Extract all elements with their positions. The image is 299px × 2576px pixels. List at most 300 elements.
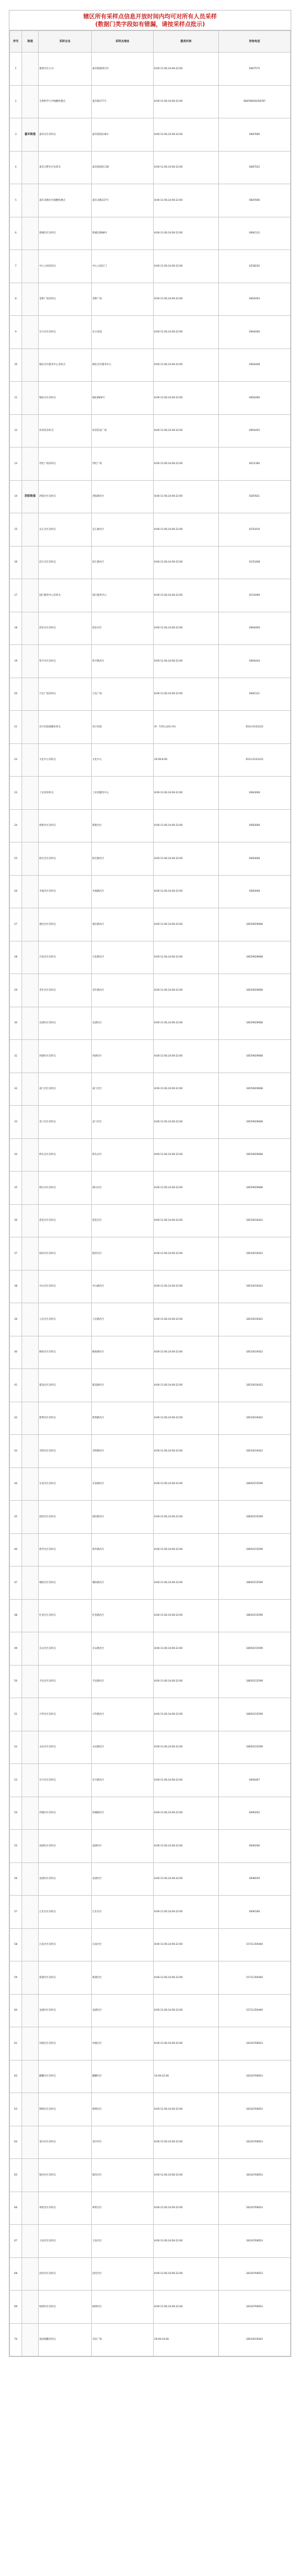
cell-area (22, 316, 39, 349)
cell-time: 8:00-11:00,14:00-22:00 (154, 1533, 219, 1567)
cell-name: 解放社区采样点 (39, 1336, 92, 1369)
cell-address: 嘉禾街道滨江路 (92, 151, 154, 184)
cell-no: 11 (10, 382, 22, 415)
cell-time: 14:00-22:00 (154, 2060, 219, 2093)
cell-phone: 18559929668 (219, 974, 291, 1007)
cell-address: 绿洲社区 (92, 2291, 154, 2324)
cell-no: 69 (10, 2291, 22, 2324)
cell-phone: 6258220 (219, 250, 291, 283)
cell-name: 北湖社区采样点 (39, 1862, 92, 1896)
cell-name: 南湖社区采样点 (39, 1830, 92, 1863)
cell-address: 兴华路社区 (92, 1698, 154, 1731)
cell-time: 8:00-11:00,14:00-22:00 (154, 1632, 219, 1666)
cell-no: 57 (10, 1896, 22, 1929)
cell-area (22, 184, 39, 217)
cell-no: 48 (10, 1599, 22, 1632)
cell-time: 8:00-11:00,14:00-22:00 (154, 1764, 219, 1797)
cell-no: 38 (10, 1270, 22, 1303)
cell-name: 西湖社区采样点 (39, 1040, 92, 1073)
table-row (10, 2126, 291, 2159)
cell-address: 西城路社区 (92, 1797, 154, 1830)
cell-time: 8:00-11:00,14:00-22:00 (154, 842, 219, 876)
document-page (9, 10, 291, 2357)
table-row (10, 1402, 291, 1435)
cell-time: 8:00-11:00,14:00-22:00 (154, 2291, 219, 2324)
cell-address: 新桥社区 (92, 809, 154, 842)
table-row (10, 1138, 291, 1172)
cell-time: 8:00-11:00,14:00-22:00 (154, 1402, 219, 1435)
cell-time: 8:00-11:00,14:00-22:00 (154, 151, 219, 184)
cell-area (22, 2126, 39, 2159)
table-row (10, 85, 291, 118)
cell-phone: 6064405 (219, 414, 291, 447)
cell-no: 4 (10, 151, 22, 184)
table-row (10, 546, 291, 579)
cell-area (22, 974, 39, 1007)
table-row (10, 217, 291, 250)
cell-time: 8:00-11:00,14:00-22:00 (154, 974, 219, 1007)
cell-area (22, 1138, 39, 1172)
cell-time: 8:00-11:00,14:00-22:00 (154, 645, 219, 678)
cell-phone: 18510019422 (219, 1303, 291, 1336)
cell-phone: 6287821 (219, 480, 291, 513)
cell-time: 8:00-11:00,14:00-22:00 (154, 1830, 219, 1863)
cell-address: 清河社区 (92, 2257, 154, 2291)
cell-area (22, 743, 39, 777)
cell-time: 8:00-11:00,14:00-22:00 (154, 184, 219, 217)
cell-phone: 0512-6152222 (219, 743, 291, 777)
cell-address: 滨江路社区 (92, 546, 154, 579)
cell-area (22, 1501, 39, 1534)
cell-area (22, 1303, 39, 1336)
table-row (10, 1073, 291, 1106)
table-row (10, 151, 291, 184)
cell-no: 19 (10, 645, 22, 678)
cell-area (22, 1369, 39, 1402)
cell-phone: 18650155599 (219, 1665, 291, 1698)
cell-area (22, 579, 39, 612)
cell-no: 54 (10, 1797, 22, 1830)
cell-name: 城东社区服务中心采样点 (39, 348, 92, 382)
cell-phone: 8251360 (219, 447, 291, 481)
cell-no: 51 (10, 1698, 22, 1731)
cell-phone: 6082112 (219, 217, 291, 250)
cell-name: 友谊社区采样点 (39, 1467, 92, 1501)
cell-no: 39 (10, 1303, 22, 1336)
cell-address: 城北路66号 (92, 382, 154, 415)
cell-time: 8:00-11:00,14:00-22:00 (154, 2126, 219, 2159)
cell-name: 夜间核酸采样点 (39, 2323, 92, 2356)
cell-phone: 6155410 (219, 513, 291, 547)
cell-area (22, 1040, 39, 1073)
cell-no: 17 (10, 579, 22, 612)
cell-address: 嘉禾街道128号 (92, 118, 154, 152)
cell-address: 金桥广场 (92, 283, 154, 316)
cell-phone: 18510019422 (219, 1435, 291, 1468)
cell-area (22, 348, 39, 382)
cell-no: 24 (10, 809, 22, 842)
cell-phone: 6064404 (219, 283, 291, 316)
cell-time: 8:00-11:00,14:00-22:00 (154, 414, 219, 447)
cell-time: 8:00-11:00,14:00-22:00 (154, 941, 219, 974)
cell-address: 市民广场 (92, 2323, 154, 2356)
cell-area (22, 283, 39, 316)
cell-time: 20:00-8:00 (154, 743, 219, 777)
cell-no: 35 (10, 1172, 22, 1205)
table-row (10, 348, 291, 382)
cell-time: 8:00-11:00,14:00-22:00 (154, 2192, 219, 2225)
cell-no: 15 (10, 513, 22, 547)
cell-area (22, 2225, 39, 2258)
cell-no: 18 (10, 612, 22, 645)
cell-time: 周一至周五(24小时) (154, 711, 219, 744)
cell-area: 洪阳街道 (22, 480, 39, 513)
table-row (10, 1632, 291, 1666)
cell-address: 新华路社区 (92, 1533, 154, 1567)
cell-name: 平安社区采样点 (39, 1665, 92, 1698)
cell-phone: 18510019422 (219, 1369, 291, 1402)
cell-time: 8:00-11:00,14:00-22:00 (154, 1896, 219, 1929)
cell-phone: 18559929668 (219, 1073, 291, 1106)
cell-time: 8:00-11:00,14:00-22:00 (154, 513, 219, 547)
cell-name: 新华社区采样点 (39, 1533, 92, 1567)
cell-area (22, 2323, 39, 2356)
cell-no: 44 (10, 1467, 22, 1501)
cell-time: 8:00-11:00,14:00-22:00 (154, 2257, 219, 2291)
header-address: 采样点地址 (92, 31, 154, 53)
table-row (10, 1928, 291, 1961)
cell-name: 兴华社区采样点 (39, 1698, 92, 1731)
cell-area (22, 1172, 39, 1205)
cell-name: 创业社区采样点 (39, 612, 92, 645)
cell-area (22, 151, 39, 184)
cell-name: 塔山社区采样点 (39, 1172, 92, 1205)
cell-time: 8:00-11:00,14:00-22:00 (154, 809, 219, 842)
cell-name: 和平社区采样点 (39, 645, 92, 678)
cell-no: 53 (10, 1764, 22, 1797)
cell-phone: 0512-6152222 (219, 711, 291, 744)
cell-address: 锦绣社区 (92, 2093, 154, 2126)
cell-name: 中山社区采样点 (39, 1270, 92, 1303)
table-row (10, 875, 291, 908)
cell-address: 和平路社区 (92, 645, 154, 678)
cell-name: 东升社区采样点 (39, 1764, 92, 1797)
cell-name: 新港社区采样点 (39, 1961, 92, 1995)
table-row (10, 118, 291, 152)
cell-time: 8:00-11:00,14:00-22:00 (154, 1172, 219, 1205)
sampling-points-table (9, 30, 291, 2356)
table-row (10, 1172, 291, 1205)
cell-no: 32 (10, 1073, 22, 1106)
table-row (10, 1665, 291, 1698)
cell-phone: 6090166 (219, 1896, 291, 1929)
cell-name: 建设社区采样点 (39, 1369, 92, 1402)
cell-address: 银河社区 (92, 2159, 154, 2192)
table-row (10, 645, 291, 678)
cell-phone: 18120760653 (219, 2060, 291, 2093)
cell-phone: 6090206 (219, 1830, 291, 1863)
table-row (10, 1896, 291, 1929)
cell-time: 8:00-11:00,14:00-22:00 (154, 1928, 219, 1961)
cell-area (22, 1698, 39, 1731)
cell-name: 莲花社区采样点 (39, 1204, 92, 1237)
cell-name: 西城社区采样点 (39, 1797, 92, 1830)
cell-area (22, 1402, 39, 1435)
cell-name: 新城社区采样点 (39, 217, 92, 250)
cell-phone: 18650155599 (219, 1533, 291, 1567)
cell-time: 8:00-11:00,14:00-22:00 (154, 1204, 219, 1237)
table-header-row (10, 31, 291, 53)
cell-no: 63 (10, 2093, 22, 2126)
cell-no: 66 (10, 2192, 22, 2225)
table-row (10, 414, 291, 447)
cell-area (22, 414, 39, 447)
cell-name: 玉泉社区采样点 (39, 2225, 92, 2258)
cell-phone: 18559929668 (219, 1040, 291, 1073)
cell-time: 8:00-11:00,14:00-22:00 (154, 1435, 219, 1468)
cell-area (22, 1764, 39, 1797)
cell-no: 65 (10, 2159, 22, 2192)
table-row (10, 777, 291, 810)
cell-address: 阳光路社区 (92, 842, 154, 876)
table-row (10, 1106, 291, 1139)
cell-no: 45 (10, 1501, 22, 1534)
cell-no: 14 (10, 480, 22, 513)
table-row (10, 1303, 291, 1336)
cell-address: 江北社区 (92, 1896, 154, 1929)
table-row (10, 678, 291, 711)
cell-phone: 6687666/6258787 (219, 85, 291, 118)
table-row (10, 1994, 291, 2027)
cell-no: 58 (10, 1928, 22, 1961)
table-row (10, 1533, 291, 1567)
cell-phone: 6083008 (219, 777, 291, 810)
cell-time: 8:00-11:00,14:00-22:00 (154, 316, 219, 349)
cell-time: 8:00-11:00,14:00-22:00 (154, 480, 219, 513)
cell-phone: 6098559 (219, 1862, 291, 1896)
cell-area (22, 711, 39, 744)
cell-area (22, 2159, 39, 2192)
cell-no: 52 (10, 1731, 22, 1764)
cell-phone: 6064408 (219, 348, 291, 382)
table-row (10, 1797, 291, 1830)
cell-name: 阳光社区采样点 (39, 842, 92, 876)
cell-phone: 18650155599 (219, 1467, 291, 1501)
cell-name: 永安社区采样点 (39, 1731, 92, 1764)
cell-address: 光明路社区 (92, 1435, 154, 1468)
cell-address: 玉泉社区 (92, 2225, 154, 2258)
cell-address: 北湖社区 (92, 1862, 154, 1896)
cell-address: 南门社区 (92, 1073, 154, 1106)
cell-no: 41 (10, 1369, 22, 1402)
cell-no: 68 (10, 2257, 22, 2291)
cell-area (22, 85, 39, 118)
cell-time: 8:00-11:00,14:00-22:00 (154, 118, 219, 152)
cell-name: 社区医院核酸采样点 (39, 711, 92, 744)
cell-time: 8:00-11:00,14:00-22:00 (154, 53, 219, 86)
table-row (10, 1698, 291, 1731)
cell-no: 31 (10, 1040, 22, 1073)
cell-area (22, 908, 39, 941)
cell-area (22, 645, 39, 678)
cell-area (22, 513, 39, 547)
cell-time: 8:00-11:00,14:00-22:00 (154, 1270, 219, 1303)
cell-name: 世纪广场采样点 (39, 447, 92, 481)
cell-no: 34 (10, 1138, 22, 1172)
cell-address: 海滨社区 (92, 1237, 154, 1271)
table-row (10, 2291, 291, 2324)
cell-address: 社区医院 (92, 711, 154, 744)
cell-name: 海滨社区采样点 (39, 1237, 92, 1271)
cell-area (22, 250, 39, 283)
cell-time: 8:00-11:00,14:00-22:00 (154, 2225, 219, 2258)
table-row (10, 974, 291, 1007)
cell-phone: 18650155599 (219, 1731, 291, 1764)
cell-area (22, 217, 39, 250)
cell-time: 8:00-11:00,14:00-22:00 (154, 777, 219, 810)
cell-name: 银河社区采样点 (39, 2159, 92, 2192)
cell-no: 6 (10, 217, 22, 250)
cell-no: 56 (10, 1862, 22, 1896)
cell-no: 62 (10, 2060, 22, 2093)
cell-time: 8:00-11:00,14:00-22:00 (154, 447, 219, 481)
table-row (10, 513, 291, 547)
cell-time: 8:00-11:00,14:00-22:00 (154, 1731, 219, 1764)
cell-phone: 18510019422 (219, 1204, 291, 1237)
cell-phone: 18650155599 (219, 1501, 291, 1534)
table-row (10, 1369, 291, 1402)
header-phone: 咨询电话 (219, 31, 291, 53)
cell-phone: 6687666 (219, 118, 291, 152)
cell-address: 江南社区 (92, 1928, 154, 1961)
cell-time: 8:00-11:00,14:00-22:00 (154, 1106, 219, 1139)
cell-area (22, 1599, 39, 1632)
table-row (10, 1435, 291, 1468)
cell-phone: 6155408 (219, 546, 291, 579)
cell-area (22, 1567, 39, 1600)
cell-phone: 6064409 (219, 612, 291, 645)
cell-phone: 18120760653 (219, 2126, 291, 2159)
cell-address: 洪阳路社区 (92, 480, 154, 513)
cell-area (22, 842, 39, 876)
cell-area (22, 2257, 39, 2291)
cell-name: 清河社区采样点 (39, 2257, 92, 2291)
cell-no: 9 (10, 316, 22, 349)
cell-no: 59 (10, 1961, 22, 1995)
cell-no: 55 (10, 1830, 22, 1863)
cell-phone: 6090202 (219, 1797, 291, 1830)
cell-phone: 6083008 (219, 875, 291, 908)
table-body (10, 53, 291, 2356)
cell-name: 东方社区采样点 (39, 316, 92, 349)
cell-address: 桥头社区 (92, 1138, 154, 1172)
cell-time: 8:00-11:00,14:00-22:00 (154, 579, 219, 612)
cell-address: 幸福路社区 (92, 875, 154, 908)
cell-no: 50 (10, 1665, 22, 1698)
cell-time: 8:00-11:00,14:00-22:00 (154, 1073, 219, 1106)
cell-phone: 18120760653 (219, 2027, 291, 2060)
cell-no: 13 (10, 447, 22, 481)
cell-no: 8 (10, 283, 22, 316)
table-row (10, 1830, 291, 1863)
table-row (10, 2159, 291, 2192)
cell-name: 麒麟社区采样点 (39, 2060, 92, 2093)
cell-address: 世纪广场 (92, 447, 154, 481)
cell-name: 凤凰社区采样点 (39, 2027, 92, 2060)
table-row (10, 1204, 291, 1237)
cell-time: 8:00-11:00,14:00-22:00 (154, 1567, 219, 1600)
cell-time: 8:00-11:00,14:00-22:00 (154, 1599, 219, 1632)
table-row (10, 53, 291, 86)
cell-phone: 18650155599 (219, 1567, 291, 1600)
cell-address: 西湖社区 (92, 1040, 154, 1073)
cell-address: 龙湖社区 (92, 1994, 154, 2027)
cell-address: 百花路社区 (92, 941, 154, 974)
cell-address: 北门社区 (92, 1106, 154, 1139)
table-row (10, 1467, 291, 1501)
cell-time: 8:00-11:00,14:00-22:00 (154, 283, 219, 316)
cell-name: 桥头社区采样点 (39, 1138, 92, 1172)
cell-area (22, 1237, 39, 1271)
cell-name: 团结社区采样点 (39, 1501, 92, 1534)
cell-area (22, 809, 39, 842)
cell-name: 锦绣社区采样点 (39, 2093, 92, 2126)
table-row (10, 743, 291, 777)
cell-phone: 18120760653 (219, 2159, 291, 2192)
cell-time: 8:00-11:00,14:00-22:00 (154, 2027, 219, 2060)
cell-phone: 18120760653 (219, 2291, 291, 2324)
cell-address: 创业社区 (92, 612, 154, 645)
cell-name: 嘉禾江畔社区采样点 (39, 151, 92, 184)
cell-address: 嘉禾路逢州社区 (92, 53, 154, 86)
cell-time: 8:00-11:00,14:00-22:00 (154, 1698, 219, 1731)
cell-phone: 6094467 (219, 1764, 291, 1797)
cell-phone: 6687666 (219, 184, 291, 217)
cell-address: 麒麟社区 (92, 2060, 154, 2093)
cell-area (22, 1007, 39, 1040)
table-row (10, 941, 291, 974)
cell-name: 东湖社区采样点 (39, 1007, 92, 1040)
table-row (10, 842, 291, 876)
cell-phone: 18510019422 (219, 1336, 291, 1369)
table-row (10, 316, 291, 349)
cell-address: 平安路社区 (92, 1665, 154, 1698)
cell-no: 7 (10, 250, 22, 283)
cell-area: 嘉禾街道 (22, 118, 39, 152)
table-row (10, 908, 291, 941)
cell-no: 67 (10, 2225, 22, 2258)
table-row (10, 1961, 291, 1995)
cell-address: 凤凰社区 (92, 2027, 154, 2060)
cell-area (22, 1336, 39, 1369)
table-row (10, 480, 291, 513)
cell-phone: 18650155599 (219, 1599, 291, 1632)
cell-address: 东方花园 (92, 316, 154, 349)
cell-no: 3 (10, 118, 22, 152)
cell-name: 长江社区采样点 (39, 513, 92, 547)
cell-area (22, 1106, 39, 1139)
cell-area (22, 1665, 39, 1698)
cell-name: 万达广场采样点 (39, 678, 92, 711)
cell-phone: 6067575 (219, 53, 291, 86)
cell-area (22, 1731, 39, 1764)
cell-phone: 18120760653 (219, 2093, 291, 2126)
table-row (10, 612, 291, 645)
cell-time: 8:00-11:00,14:00-22:00 (154, 612, 219, 645)
cell-area (22, 2093, 39, 2126)
cell-area (22, 447, 39, 481)
cell-address: 南湖社区 (92, 1830, 154, 1863)
